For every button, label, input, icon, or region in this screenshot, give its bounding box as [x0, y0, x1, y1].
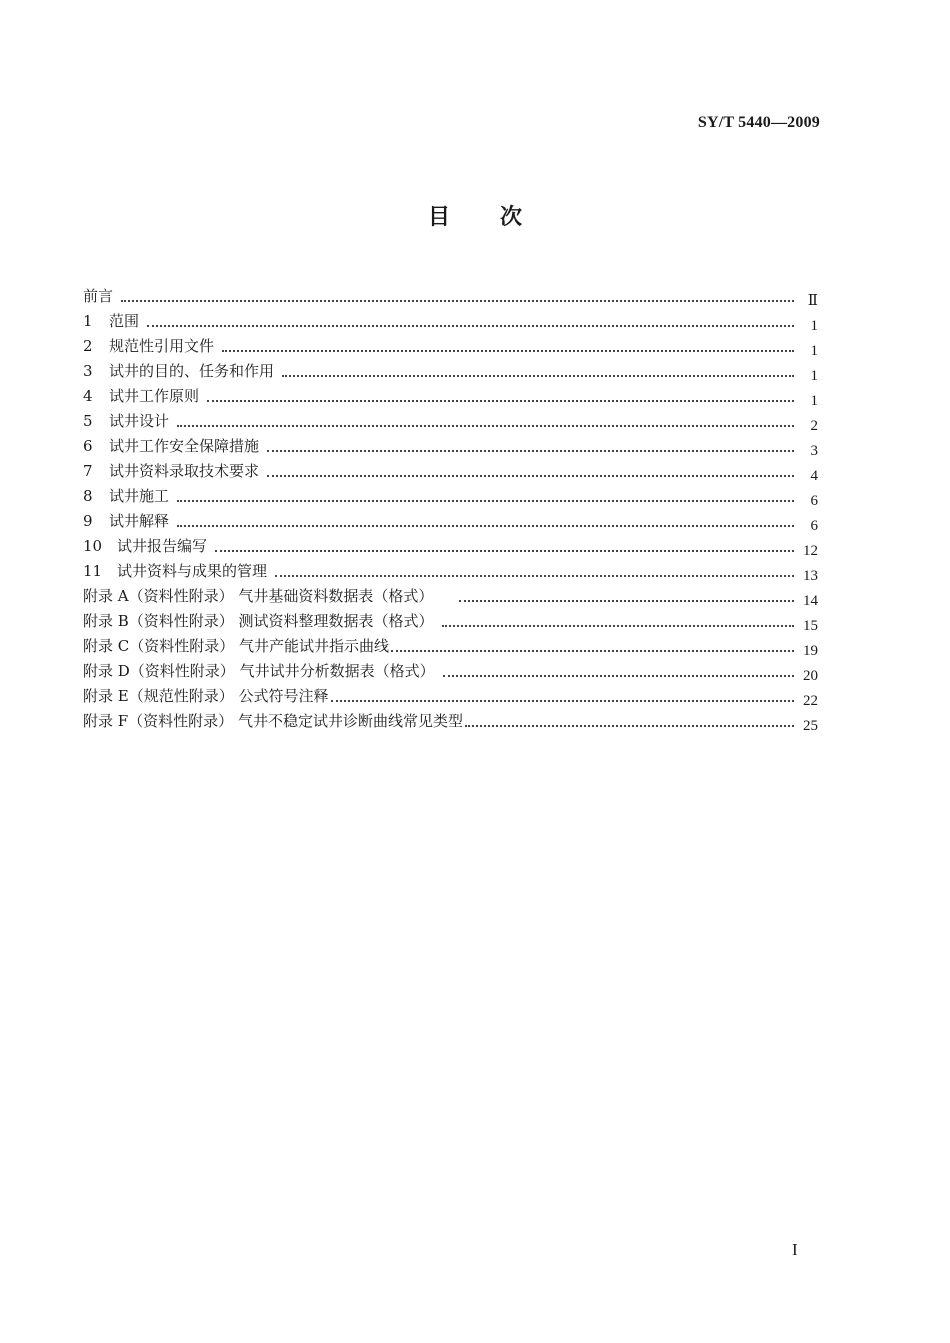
- toc-entry-2[interactable]: [83, 331, 818, 359]
- dot-leader: [267, 475, 794, 477]
- toc-section-number: 10: [83, 537, 103, 555]
- toc-page-number: 25: [803, 718, 818, 734]
- toc-entry-annex-f[interactable]: [83, 706, 818, 734]
- toc-section-number: 4: [83, 387, 93, 405]
- toc-label: 前言: [83, 287, 114, 305]
- dot-leader: [177, 425, 794, 427]
- dot-leader: [177, 525, 794, 527]
- toc-entry-11[interactable]: [83, 556, 818, 584]
- dot-leader: [207, 400, 794, 402]
- toc-section-number: 9: [83, 512, 93, 530]
- toc-section-number: 6: [83, 437, 93, 455]
- dot-leader: [177, 500, 794, 502]
- toc-label: 试井资料录取技术要求: [109, 462, 260, 480]
- dot-leader: [443, 675, 794, 677]
- toc-entry-1[interactable]: [83, 306, 818, 334]
- toc-entry-4[interactable]: [83, 381, 818, 409]
- toc-label: 试井解释: [109, 512, 170, 530]
- toc-page-number: 6: [810, 518, 818, 534]
- toc-section-number: 3: [83, 362, 93, 380]
- toc-entry-annex-d[interactable]: [83, 656, 818, 684]
- toc-entry-9[interactable]: [83, 506, 818, 534]
- toc-section-number: 2: [83, 337, 93, 355]
- toc-entry-10[interactable]: [83, 531, 818, 559]
- toc-page-number: 1: [810, 343, 818, 359]
- toc-page-number: 6: [810, 493, 818, 509]
- toc-label: 范围: [109, 312, 140, 330]
- toc-entry-7[interactable]: [83, 456, 818, 484]
- toc-entry-8[interactable]: [83, 481, 818, 509]
- toc-label: 规范性引用文件: [109, 337, 215, 355]
- toc-section-number: 5: [83, 412, 93, 430]
- toc-label: 附录 B（资料性附录） 测试资料整理数据表（格式）: [83, 612, 434, 630]
- toc-page-number: 15: [803, 618, 818, 634]
- toc-page-number: 2: [810, 418, 818, 434]
- toc-page-number: 22: [803, 693, 818, 709]
- dot-leader: [147, 325, 794, 327]
- toc-section-number: 8: [83, 487, 93, 505]
- dot-leader: [222, 350, 794, 352]
- dot-leader: [275, 575, 794, 577]
- toc-page-number: 14: [803, 593, 818, 609]
- toc-label: 附录 E（规范性附录） 公式符号注释: [83, 687, 329, 705]
- toc-section-number: 1: [83, 312, 93, 330]
- toc-page-number: 1: [810, 368, 818, 384]
- table-of-contents: [83, 281, 818, 734]
- toc-page-number: 20: [803, 668, 818, 684]
- toc-label: 试井资料与成果的管理: [117, 562, 268, 580]
- toc-entry-foreword[interactable]: [83, 281, 818, 309]
- toc-page-number: Ⅱ: [807, 293, 818, 309]
- toc-label: 试井工作安全保障措施: [109, 437, 260, 455]
- toc-label: 附录 F（资料性附录） 气井不稳定试井诊断曲线常见类型: [83, 712, 463, 730]
- toc-label: 试井报告编写: [117, 537, 208, 555]
- toc-entry-5[interactable]: [83, 406, 818, 434]
- toc-label: 试井的目的、任务和作用: [109, 362, 275, 380]
- toc-page-number: 3: [810, 443, 818, 459]
- dot-leader: [459, 600, 794, 602]
- dot-leader: [331, 700, 795, 702]
- toc-label: 附录 D（资料性附录） 气井试井分析数据表（格式）: [83, 662, 435, 680]
- toc-page-number: 13: [803, 568, 818, 584]
- toc-entry-annex-c[interactable]: [83, 631, 818, 659]
- page-title: 目次: [427, 205, 572, 230]
- toc-page-number: 19: [803, 643, 818, 659]
- toc-label: 附录 C（资料性附录） 气井产能试井指示曲线: [83, 637, 390, 655]
- toc-entry-annex-b[interactable]: [83, 606, 818, 634]
- toc-label: 试井工作原则: [109, 387, 200, 405]
- page-number-footer: I: [792, 1240, 798, 1259]
- dot-leader: [442, 625, 794, 627]
- dot-leader: [282, 375, 794, 377]
- toc-page-number: 12: [803, 543, 818, 559]
- toc-entry-6[interactable]: [83, 431, 818, 459]
- toc-label: 试井施工: [109, 487, 170, 505]
- toc-entry-3[interactable]: [83, 356, 818, 384]
- dot-leader: [215, 550, 794, 552]
- toc-page-number: 1: [810, 318, 818, 334]
- toc-label: 试井设计: [109, 412, 170, 430]
- dot-leader: [267, 450, 794, 452]
- dot-leader: [465, 725, 794, 727]
- toc-section-number: 7: [83, 462, 93, 480]
- document-code: SY/T 5440—2009: [697, 114, 820, 131]
- toc-page-number: 1: [810, 393, 818, 409]
- dot-leader: [391, 650, 794, 652]
- toc-entry-annex-a[interactable]: [83, 581, 818, 609]
- toc-section-number: 11: [83, 562, 103, 580]
- toc-label: 附录 A（资料性附录） 气井基础资料数据表（格式）: [83, 587, 434, 605]
- toc-entry-annex-e[interactable]: [83, 681, 818, 709]
- toc-page-number: 4: [810, 468, 818, 484]
- dot-leader: [121, 300, 794, 302]
